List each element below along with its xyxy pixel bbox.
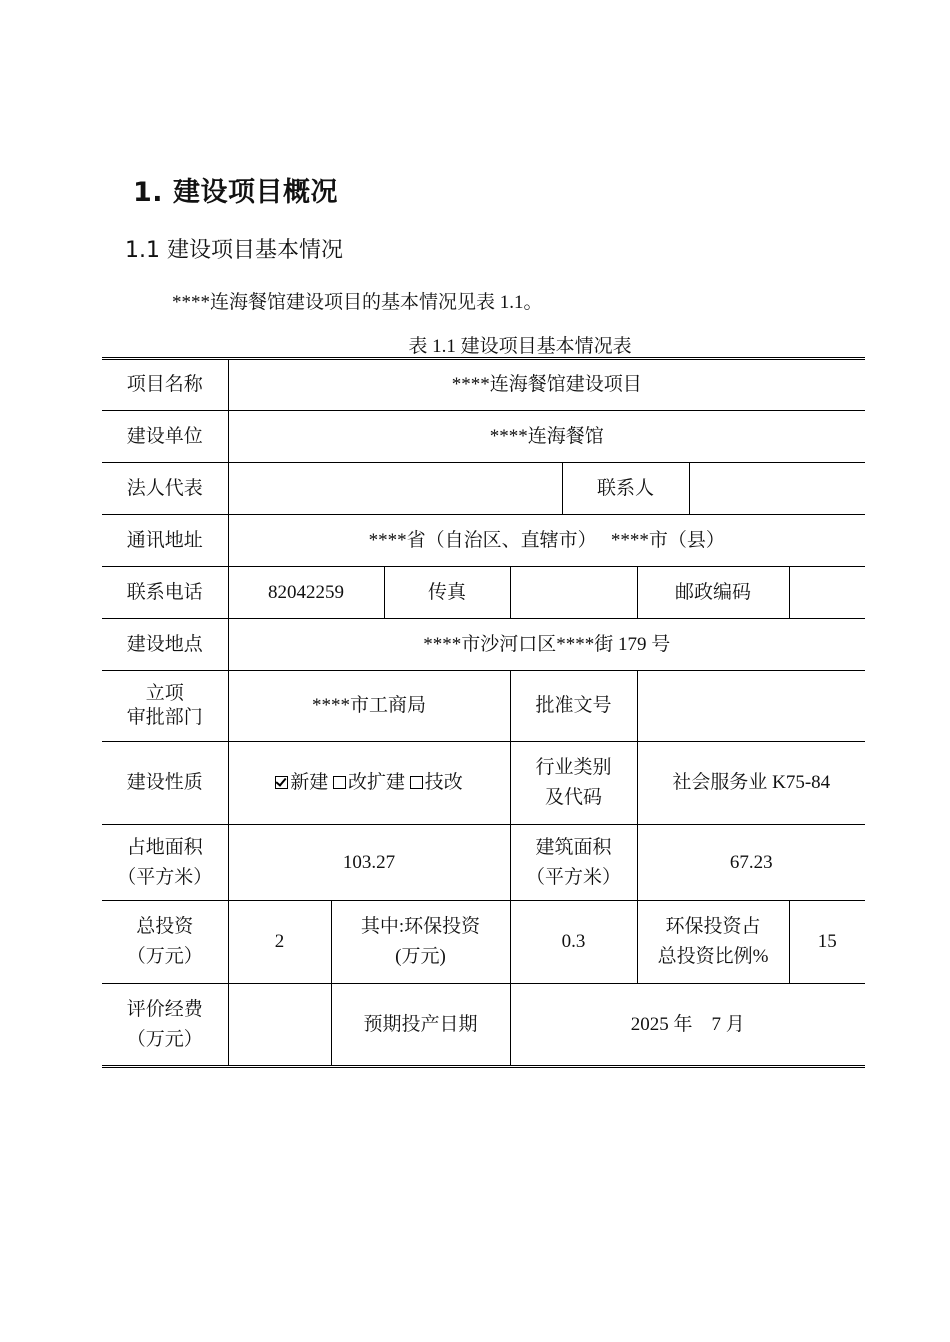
industry-label <box>510 742 637 825</box>
row-evaluation <box>102 984 865 1067</box>
option-new-label: 新建 <box>290 772 329 793</box>
address-label: 通讯地址 <box>102 515 228 567</box>
land-area-label <box>102 825 228 901</box>
row-investment <box>102 901 865 984</box>
row-nature <box>102 742 865 825</box>
env-investment-value: 0.3 <box>510 901 637 984</box>
env-ratio-label-line1: 环保投资占 <box>665 916 761 937</box>
land-area-label-line2: （平方米） <box>117 866 213 888</box>
approval-dept-label-line1: 立项 <box>145 683 184 704</box>
industry-value: 社会服务业 K75-84 <box>637 742 865 825</box>
building-area-value: 67.23 <box>637 825 865 901</box>
construction-unit-value: ****连海餐馆 <box>228 411 865 463</box>
row-construction-unit <box>102 411 865 463</box>
project-name-label: 项目名称 <box>102 359 228 411</box>
total-investment-label-line2: （万元） <box>126 946 203 967</box>
contact-label: 联系人 <box>562 463 689 515</box>
land-area-value: 103.27 <box>228 825 510 901</box>
row-legal-rep <box>102 463 865 515</box>
env-investment-label-line2: (万元) <box>395 946 446 967</box>
project-name-value: ****连海餐馆建设项目 <box>228 359 865 411</box>
fax-label: 传真 <box>384 567 510 619</box>
approval-dept-label-line2: 审批部门 <box>126 707 203 728</box>
row-phone <box>102 567 865 619</box>
option-renovation-label: 技改 <box>424 772 463 793</box>
building-area-label-line2: （平方米） <box>525 866 621 888</box>
postcode-label: 邮政编码 <box>637 567 789 619</box>
contact-value <box>689 463 865 515</box>
section-heading: 1. 建设项目概况 <box>133 177 338 208</box>
production-date-label: 预期投产日期 <box>331 984 510 1067</box>
phone-value: 82042259 <box>228 567 384 619</box>
total-investment-label-line1: 总投资 <box>136 916 194 937</box>
option-renovation[interactable] <box>410 772 463 793</box>
empty-box-icon <box>333 776 346 789</box>
production-date-value: 2025 年 7 月 <box>510 984 865 1067</box>
project-info-table <box>102 357 865 1068</box>
total-investment-value: 2 <box>228 901 331 984</box>
option-expansion[interactable] <box>333 772 405 793</box>
approval-dept-label <box>102 671 228 742</box>
address-value: ****省（自治区、直辖市） ****市（县） <box>228 515 865 567</box>
industry-label-line2: 及代码 <box>544 787 602 808</box>
approval-doc-value <box>637 671 865 742</box>
building-area-label-line1: 建筑面积 <box>535 836 612 858</box>
empty-box-icon <box>410 776 423 789</box>
row-location <box>102 619 865 671</box>
evaluation-fee-label-line1: 评价经费 <box>126 998 203 1020</box>
evaluation-fee-value <box>228 984 331 1067</box>
approval-doc-label: 批准文号 <box>510 671 637 742</box>
row-area <box>102 825 865 901</box>
approval-dept-value: ****市工商局 <box>228 671 510 742</box>
env-investment-label-line1: 其中:环保投资 <box>360 916 481 937</box>
total-investment-label <box>102 901 228 984</box>
construction-nature-label: 建设性质 <box>102 742 228 825</box>
checked-box-icon <box>275 776 288 789</box>
construction-nature-options <box>228 742 510 825</box>
construction-unit-label: 建设单位 <box>102 411 228 463</box>
location-value: ****市沙河口区****街 179 号 <box>228 619 865 671</box>
fax-value <box>510 567 637 619</box>
building-area-label <box>510 825 637 901</box>
postcode-value <box>789 567 865 619</box>
row-address <box>102 515 865 567</box>
industry-label-line1: 行业类别 <box>535 757 612 778</box>
env-ratio-value: 15 <box>789 901 865 984</box>
env-investment-label <box>331 901 510 984</box>
legal-rep-value <box>228 463 562 515</box>
table-caption: 表 1.1 建设项目基本情况表 <box>408 336 632 357</box>
evaluation-fee-label-line2: （万元） <box>126 1028 203 1050</box>
location-label: 建设地点 <box>102 619 228 671</box>
option-new[interactable] <box>275 772 328 793</box>
env-ratio-label <box>637 901 789 984</box>
legal-rep-label: 法人代表 <box>102 463 228 515</box>
row-project-name <box>102 359 865 411</box>
option-expansion-label: 改扩建 <box>347 772 405 793</box>
intro-paragraph: ****连海餐馆建设项目的基本情况见表 1.1。 <box>172 292 543 313</box>
land-area-label-line1: 占地面积 <box>126 836 203 858</box>
env-ratio-label-line2: 总投资比例% <box>657 946 769 967</box>
phone-label: 联系电话 <box>102 567 228 619</box>
evaluation-fee-label <box>102 984 228 1067</box>
subsection-heading: 1.1 建设项目基本情况 <box>125 238 343 263</box>
row-approval <box>102 671 865 742</box>
